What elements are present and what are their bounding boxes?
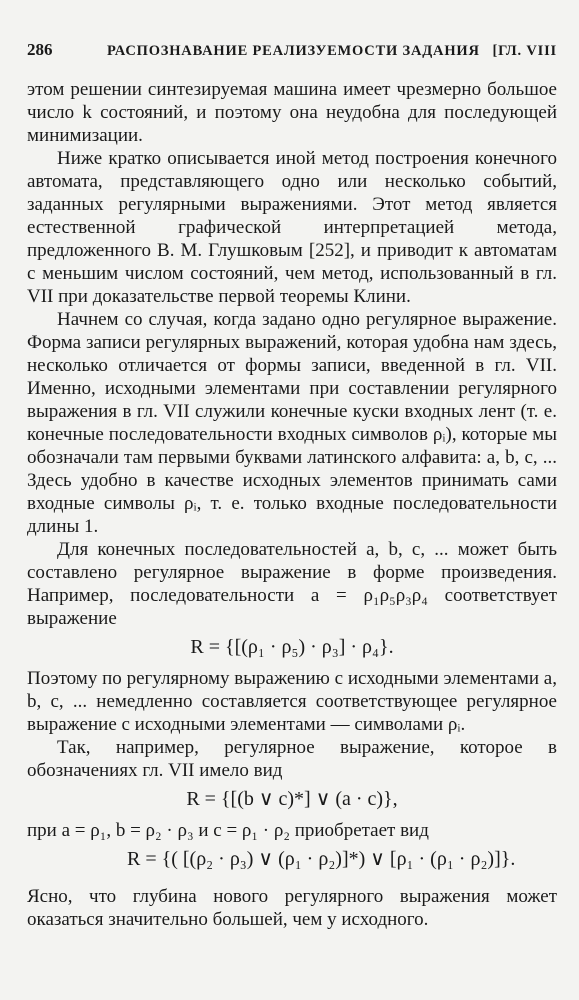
page-number: 286 (27, 40, 53, 59)
body-text (27, 78, 557, 931)
paragraph-5: Поэтому по регулярному выражению с исходными элементами a, b, c, ... немедленно составляется соответствующее регулярное выражение с исходными элементами — символами ρᵢ. (27, 668, 557, 735)
paragraph-1: этом решении синтезируемая машина имеет чрезмерно большое число k состояний, и поэтому она неудобна для последующей минимизации. (27, 79, 557, 146)
paragraph-3: Начнем со случая, когда задано одно регулярное выражение. Форма записи регулярных выражений, которая удобна нам здесь, несколько отличается от формы записи, введенной в гл. VII. Именно, исходными элементами при составлении регулярного выражения в гл. VII служили конечные куски входных лент (т. е. конечные последовательности входных символов ρᵢ), которые мы обозначали там первыми буквами латинского алфавита: a, b, c, ... Здесь удобно в качестве исходных элементов принимать сами входные символы ρᵢ, т. е. только входные последовательности длины 1. (27, 309, 557, 537)
running-header (27, 40, 557, 60)
paragraph-8: Ясно, что глубина нового регулярного выражения может оказаться значительно большей, чем у исходного. (27, 886, 557, 930)
paragraph-6: Так, например, регулярное выражение, которое в обозначениях гл. VII имело вид (27, 737, 557, 781)
paragraph-7: при a = ρ₁, b = ρ₂ · ρ₃ и c = ρ₁ · ρ₂ приобретает вид (27, 820, 429, 841)
paragraph-4: Для конечных последовательностей a, b, c, ... может быть составлено регулярное выражение в форме произведения. Например, последовательности a = ρ₁ρ₅ρ₃ρ₄ соответствует выражение (27, 539, 557, 629)
formula-2: R = {[(b ∨ c)*] ∨ (a · c)}, (186, 788, 398, 810)
chapter-marker: [ГЛ. VIII (492, 43, 557, 59)
running-title: РАСПОЗНАВАНИЕ РЕАЛИЗУЕМОСТИ ЗАДАНИЯ (107, 43, 480, 59)
formula-1: R = {[(ρ₁ · ρ₅) · ρ₃] · ρ₄}. (190, 636, 394, 658)
formula-3: R = {( [(ρ₂ · ρ₃) ∨ (ρ₁ · ρ₂)]*) ∨ [ρ₁ · (ρ₁ · ρ₂)]}. (127, 848, 516, 870)
paragraph-2: Ниже кратко описывается иной метод построения конечного автомата, представляющего одно или несколько событий, заданных регулярными выражениями. Этот метод является естественной графической интерпретацией метода, предложенного В. М. Глушковым [252], и приводит к автоматам с меньшим числом состояний, чем метод, использованный в гл. VII при доказательстве первой теоремы Клини. (27, 148, 557, 307)
